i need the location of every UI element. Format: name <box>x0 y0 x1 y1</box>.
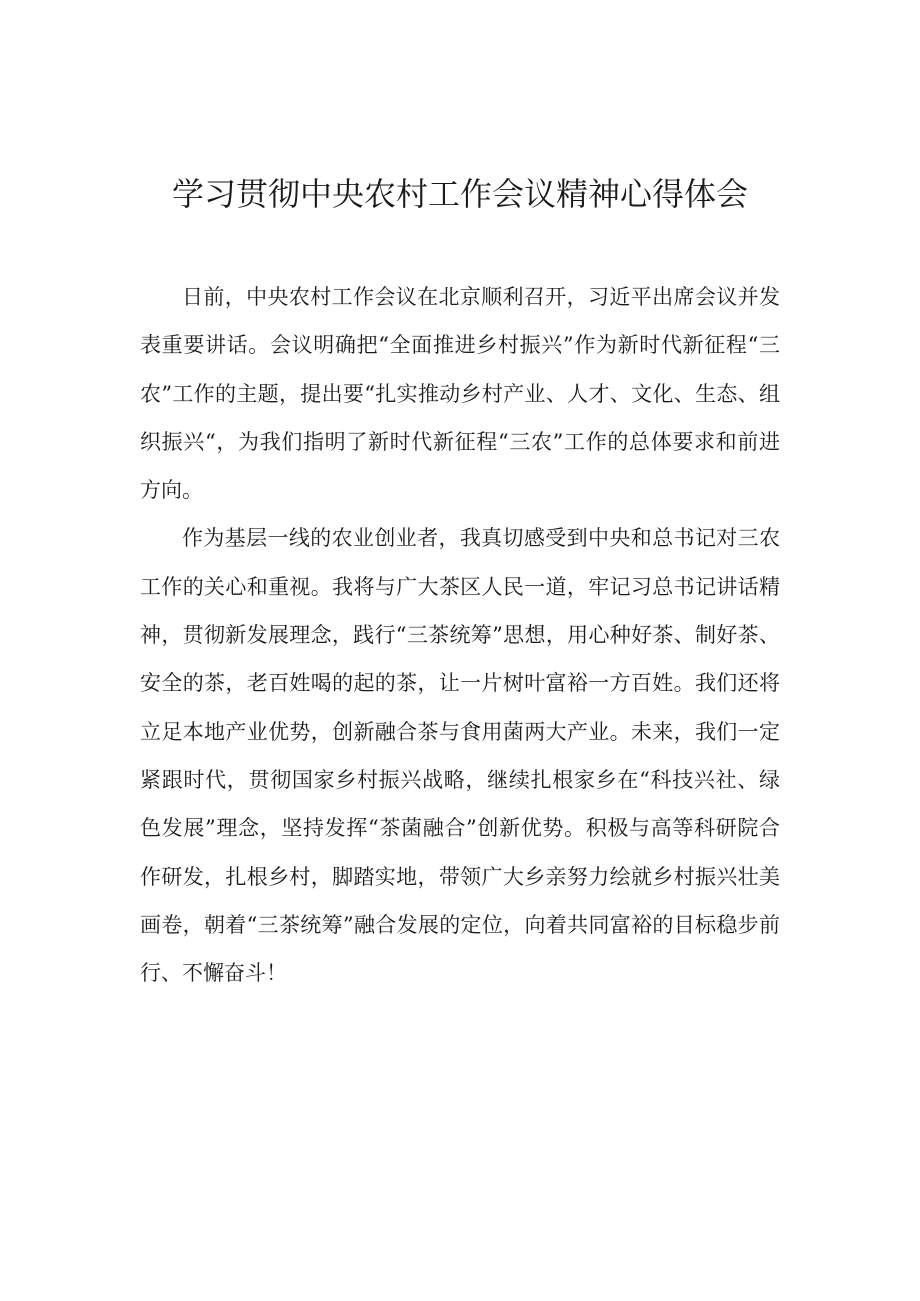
document-body <box>140 273 780 997</box>
paragraph-1: 日前，中央农村工作会议在北京顺利召开，习近平出席会议并发表重要讲话。会议明确把“全面推进乡村振兴”作为新时代新征程“三农”工作的主题，提出要“扎实推动乡村产业、人才、文化、生态、组织振兴“，为我们指明了新时代新征程“三农”工作的总体要求和前进方向。 <box>140 285 780 503</box>
document-title: 学习贯彻中央农村工作会议精神心得体会 <box>171 175 748 213</box>
paragraph-2: 作为基层一线的农业创业者，我真切感受到中央和总书记对三农工作的关心和重视。我将与广大茶区人民一道，牢记习总书记讲话精神，贯彻新发展理念，践行“三茶统筹”思想，用心种好茶、制好茶、安全的茶，老百姓喝的起的茶，让一片树叶富裕一方百姓。我们还将立足本地产业优势，创新融合茶与食用菌两大产业。未来，我们一定紧跟时代，贯彻国家乡村振兴战略，继续扎根家乡在“科技兴社、绿色发展”理念，坚持发挥“茶菌融合”创新优势。积极与高等科研院合作研发，扎根乡村，脚踏实地，带领广大乡亲努力绘就乡村振兴壮美画卷，朝着“三茶统筹”融合发展的定位，向着共同富裕的目标稳步前行、不懈奋斗！ <box>140 526 780 986</box>
